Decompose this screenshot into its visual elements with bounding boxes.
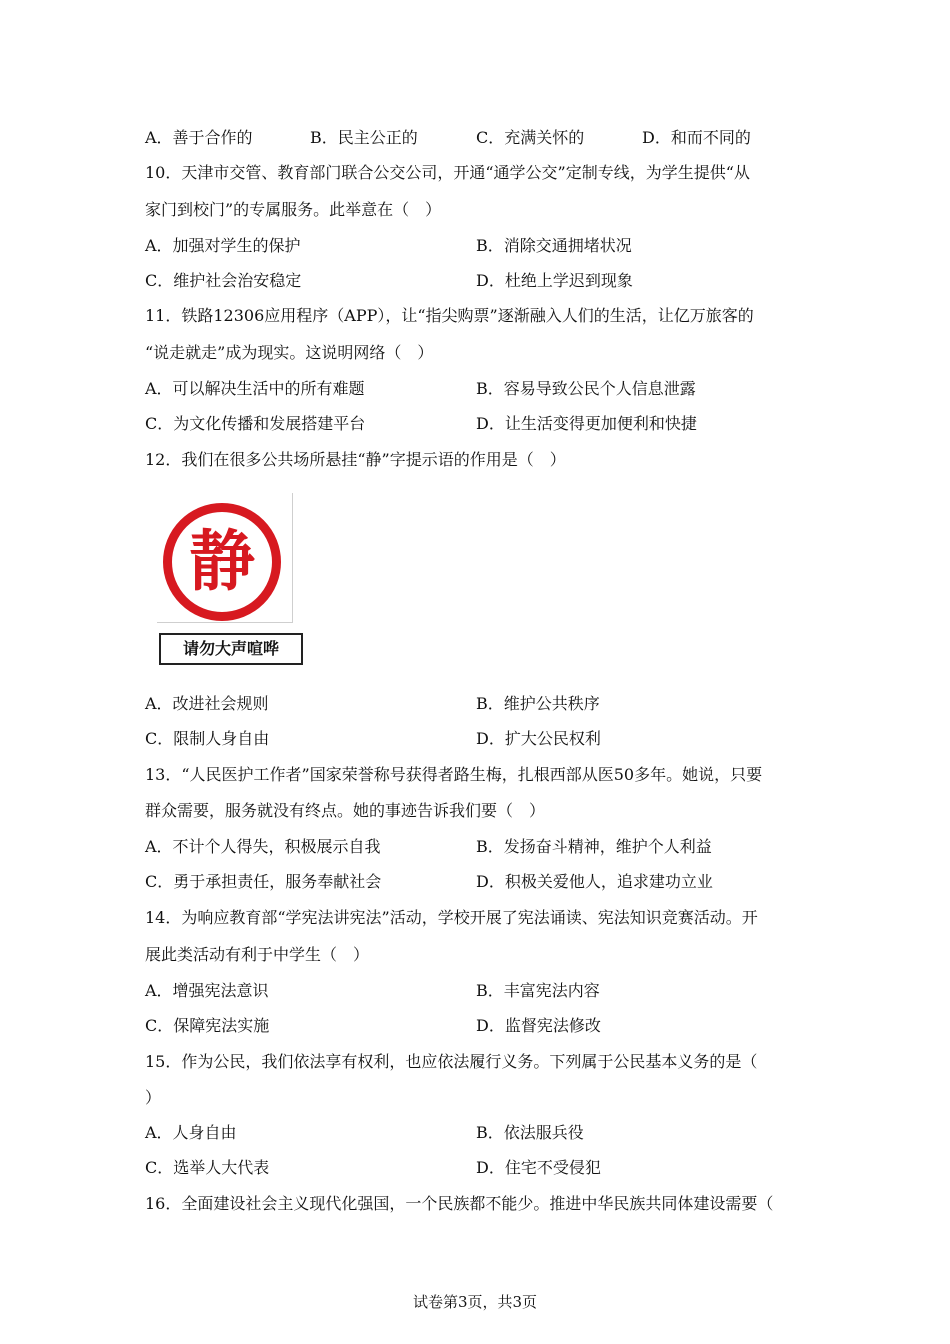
q11-option-a: A．可以解决生活中的所有难题	[145, 379, 365, 398]
q14-stem-line1: 14．为响应教育部“学宪法讲宪法”活动，学校开展了宪法诵读、宪法知识竞赛活动。开	[145, 908, 758, 927]
q15-stem-line2: ）	[145, 1088, 162, 1107]
quiet-sign-frame	[157, 493, 293, 623]
q15-option-b: B．依法服兵役	[476, 1123, 584, 1142]
q12-stem-line1: 12．我们在很多公共场所悬挂“静”字提示语的作用是（ ）	[145, 450, 566, 469]
q11-option-b: B．容易导致公民个人信息泄露	[476, 379, 696, 398]
q14-option-b: B．丰富宪法内容	[476, 981, 600, 1000]
q11-stem-line1: 11．铁路12306应用程序（APP），让“指尖购票”逐渐融入人们的生活，让亿万旅客的	[145, 306, 754, 325]
q14-option-d: D．监督宪法修改	[476, 1016, 601, 1035]
quiet-sign-character: 静	[189, 523, 255, 600]
q11-option-c: C．为文化传播和发展搭建平台	[145, 414, 366, 433]
q11-stem-line2: “说走就走”成为现实。这说明网络（ ）	[145, 343, 434, 362]
q13-option-d: D．积极关爱他人，追求建功立业	[476, 872, 713, 891]
q10-option-d: D．杜绝上学迟到现象	[476, 271, 633, 290]
q13-stem-line1: 13．“人民医护工作者”国家荣誉称号获得者路生梅，扎根西部从医50多年。她说，只要	[145, 765, 763, 784]
q14-stem-line2: 展此类活动有利于中学生（ ）	[145, 945, 370, 964]
q11-option-d: D．让生活变得更加便利和快捷	[476, 414, 697, 433]
q10-option-c: C．维护社会治安稳定	[145, 271, 302, 290]
q12-option-c: C．限制人身自由	[145, 729, 270, 748]
page-footer: 试卷第3页，共3页	[412, 1293, 538, 1311]
q12-option-d: D．扩大公民权利	[476, 729, 601, 748]
quiet-sign-label: 请勿大声喧哗	[159, 633, 303, 665]
q10-option-b: B．消除交通拥堵状况	[476, 236, 632, 255]
q16-stem-line1: 16．全面建设社会主义现代化强国，一个民族都不能少。推进中华民族共同体建设需要（	[145, 1194, 774, 1213]
q15-option-c: C．选举人大代表	[145, 1158, 270, 1177]
q14-option-a: A．增强宪法意识	[145, 981, 269, 1000]
q9-option-b: B．民主公正的	[310, 128, 418, 147]
q13-option-b: B．发扬奋斗精神，维护个人利益	[476, 837, 712, 856]
q9-option-c: C．充满关怀的	[476, 128, 585, 147]
q9-option-d: D．和而不同的	[642, 128, 751, 147]
q13-stem-line2: 群众需要，服务就没有终点。她的事迹告诉我们要（ ）	[145, 801, 546, 820]
q12-option-b: B．维护公共秩序	[476, 694, 600, 713]
q15-option-d: D．住宅不受侵犯	[476, 1158, 601, 1177]
q14-option-c: C．保障宪法实施	[145, 1016, 270, 1035]
q9-option-a: A．善于合作的	[145, 128, 253, 147]
q13-option-a: A．不计个人得失，积极展示自我	[145, 837, 381, 856]
quiet-sign-image	[157, 493, 293, 667]
q10-stem-line1: 10．天津市交管、教育部门联合公交公司，开通“通学公交”定制专线，为学生提供“从	[145, 163, 750, 182]
q13-option-c: C．勇于承担责任，服务奉献社会	[145, 872, 382, 891]
q10-option-a: A．加强对学生的保护	[145, 236, 301, 255]
q10-stem-line2: 家门到校门”的专属服务。此举意在（ ）	[145, 200, 442, 219]
q12-option-a: A．改进社会规则	[145, 694, 269, 713]
q15-stem-line1: 15．作为公民，我们依法享有权利，也应依法履行义务。下列属于公民基本义务的是（	[145, 1052, 758, 1071]
q15-option-a: A．人身自由	[145, 1123, 237, 1142]
